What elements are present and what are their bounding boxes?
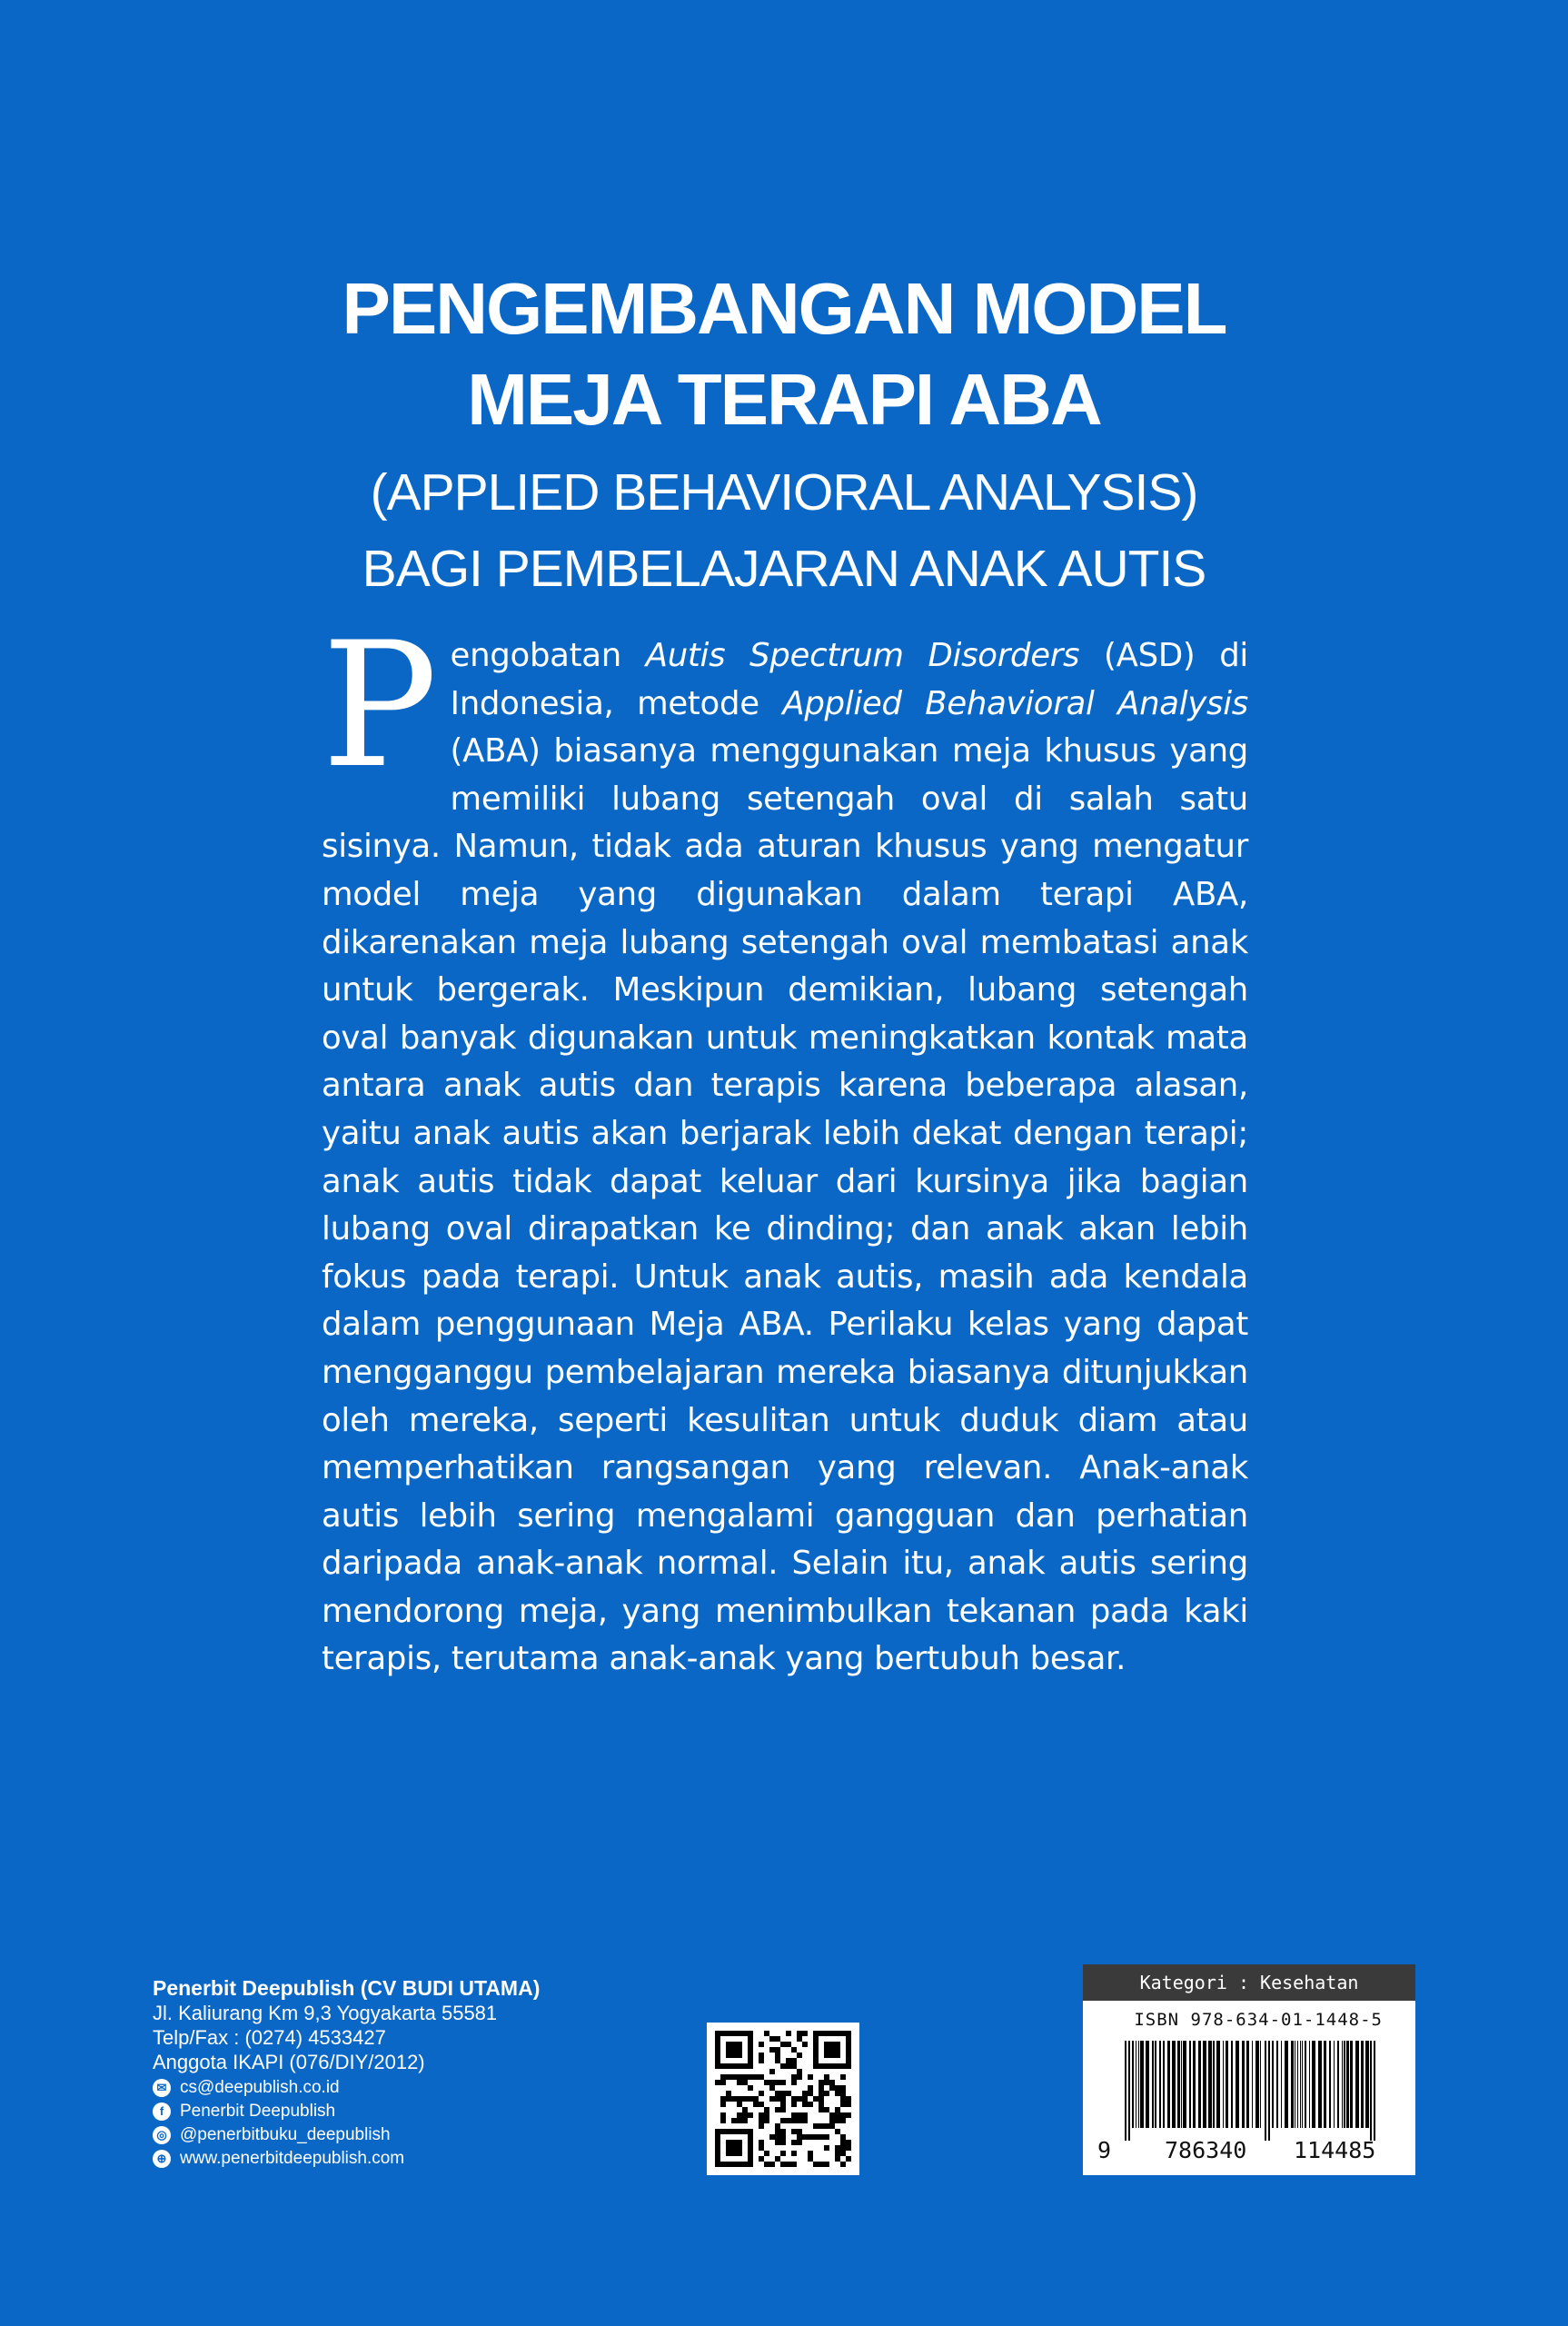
contact-instagram-text: @penerbitbuku_deepublish [180,2125,391,2144]
blurb-italic-2: Applied Behavioral Analysis [782,684,1248,722]
book-subtitle [0,454,1568,607]
contact-facebook-text: Penerbit Deepublish [180,2102,336,2121]
qr-code-graphic [707,2023,859,2175]
email-icon: ✉ [153,2079,171,2097]
publisher-phone: Telp/Fax : (0274) 4533427 [153,2026,386,2049]
qr-code [707,2023,859,2175]
contact-facebook [153,2100,540,2123]
contact-website [153,2147,540,2171]
contact-list [153,2076,540,2171]
blurb-text-1: engobatan [450,637,646,674]
publisher-name: Penerbit Deepublish (CV BUDI UTAMA) [153,1976,541,2000]
barcode-first-digit: 9 [1097,2137,1112,2163]
facebook-icon: f [153,2102,171,2121]
publisher-membership: Anggota IKAPI (076/DIY/2012) [153,2051,425,2073]
barcode-right-digits: 114485 [1294,2137,1376,2163]
isbn-number: ISBN 978-634-01-1448-5 [1134,2010,1383,2030]
blurb-italic-1: Autis Spectrum Disorders [645,637,1080,674]
contact-email-text: cs@deepublish.co.id [180,2078,340,2097]
drop-cap: P [322,605,438,806]
category-label: Kategori : Kesehatan [1083,1964,1415,2001]
blurb-text-3: (ABA) biasanya menggunakan meja khusus yang memiliki lubang setengah oval di salah satu sisinya. Namun, tidak ada aturan khusus yang mengatur model meja yang digunakan dalam terapi ABA, dikarenakan meja lubang setengah oval membatasi anak untuk bergerak. Meskipun demikian, lubang setengah oval banyak digunakan untuk meningkatkan kontak mata antara anak autis dan terapis karena beberapa alasan, yaitu anak autis akan berjarak lebih dekat dengan terapi; anak autis tidak dapat keluar dari kursinya jika bagian lubang oval dirapatkan ke dinding; dan anak akan lebih fokus pada terapi. Untuk anak autis, masih ada kendala dalam penggunaan Meja ABA. Perilaku kelas yang dapat mengganggu pembelajaran mereka biasanya ditunjukkan oleh mereka, seperti kesulitan untuk duduk diam atau memperhatikan rangsangan yang relevan. Anak-anak autis lebih sering mengalami gangguan dan perhatian daripada anak-anak normal. Selain itu, anak autis sering mendorong meja, yang menimbulkan tekanan pada kaki terapis, terutama anak-anak yang bertubuh besar. [322,732,1248,1678]
book-title-line-1: PENGEMBANGAN MODEL [342,268,1226,349]
barcode-bars [1125,2041,1379,2141]
contact-instagram [153,2123,540,2147]
book-subtitle-line-2: BAGI PEMBELAJARAN ANAK AUTIS [362,540,1206,598]
globe-icon: ⊕ [153,2150,171,2168]
publisher-address: Jl. Kaliurang Km 9,3 Yogyakarta 55581 [153,2002,498,2024]
contact-email [153,2076,540,2100]
book-title-line-2: MEJA TERAPI ABA [467,359,1101,440]
publisher-info [153,1976,540,2171]
barcode-panel [1083,1964,1415,2175]
blurb-text-2: (ASD) di Indonesia, metode [450,637,1248,722]
book-title [0,263,1568,445]
blurb-paragraph [322,605,1248,1684]
instagram-icon: ◎ [153,2126,171,2144]
contact-website-text: www.penerbitdeepublish.com [180,2149,405,2168]
barcode-left-digits: 786340 [1165,2137,1247,2163]
book-subtitle-line-1: (APPLIED BEHAVIORAL ANALYSIS) [370,463,1198,522]
